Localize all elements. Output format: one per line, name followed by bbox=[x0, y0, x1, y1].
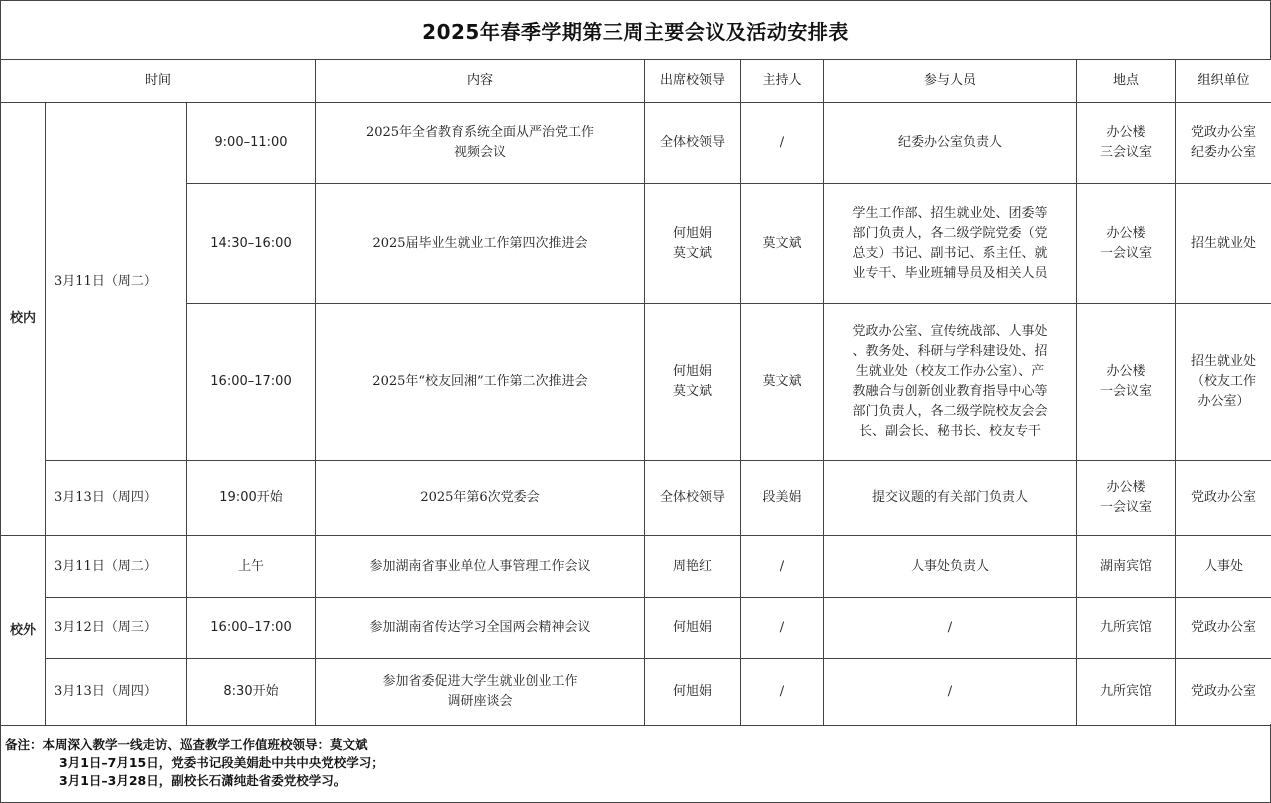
table-row bbox=[1, 461, 1271, 536]
leader-cell: 全体校领导 bbox=[645, 461, 741, 536]
org-cell: 招生就业处 bbox=[1176, 184, 1271, 304]
location-cell: 办公楼 一会议室 bbox=[1077, 461, 1176, 536]
participants-cell: 提交议题的有关部门负责人 bbox=[824, 461, 1077, 536]
host-cell: 莫文斌 bbox=[741, 184, 824, 304]
org-cell: 人事处 bbox=[1176, 536, 1271, 598]
table-row bbox=[1, 659, 1271, 726]
content-cell: 参加湖南省传达学习全国两会精神会议 bbox=[316, 598, 645, 659]
date-cell: 3月13日（周四） bbox=[46, 461, 187, 536]
time-cell: 14:30–16:00 bbox=[187, 184, 316, 304]
note-line: 3月1日–3月28日，副校长石潇纯赴省委党校学习。 bbox=[59, 773, 347, 788]
page-title: 2025年春季学期第三周主要会议及活动安排表 bbox=[0, 0, 1271, 60]
content-cell: 2025年第6次党委会 bbox=[316, 461, 645, 536]
host-cell: 莫文斌 bbox=[741, 304, 824, 461]
time-cell: 8:30开始 bbox=[187, 659, 316, 726]
header-row bbox=[1, 60, 1271, 103]
table-row bbox=[1, 598, 1271, 659]
host-cell: / bbox=[741, 659, 824, 726]
header-org: 组织单位 bbox=[1176, 60, 1271, 103]
time-cell: 19:00开始 bbox=[187, 461, 316, 536]
section-on-campus: 校内 bbox=[1, 103, 46, 536]
org-cell: 党政办公室 纪委办公室 bbox=[1176, 103, 1271, 184]
leader-cell: 何旭娟 莫文斌 bbox=[645, 304, 741, 461]
host-cell: 段美娟 bbox=[741, 461, 824, 536]
org-cell: 党政办公室 bbox=[1176, 659, 1271, 726]
participants-cell: 纪委办公室负责人 bbox=[824, 103, 1077, 184]
date-cell: 3月13日（周四） bbox=[46, 659, 187, 726]
date-cell: 3月11日（周二） bbox=[46, 103, 187, 461]
table-row bbox=[1, 103, 1271, 184]
leader-cell: 何旭娟 bbox=[645, 659, 741, 726]
time-cell: 9:00–11:00 bbox=[187, 103, 316, 184]
org-cell: 党政办公室 bbox=[1176, 461, 1271, 536]
table-row bbox=[1, 304, 1271, 461]
content-cell: 2025年全省教育系统全面从严治党工作 视频会议 bbox=[316, 103, 645, 184]
header-time: 时间 bbox=[1, 60, 316, 103]
time-cell: 16:00–17:00 bbox=[187, 304, 316, 461]
header-location: 地点 bbox=[1077, 60, 1176, 103]
table-row bbox=[1, 184, 1271, 304]
leader-cell: 何旭娟 莫文斌 bbox=[645, 184, 741, 304]
notes-section bbox=[0, 724, 1271, 803]
participants-cell: 党政办公室、宣传统战部、人事处 、教务处、科研与学科建设处、招 生就业处（校友工作办公室）、产 教融合与创新创业教育指导中心等 部门负责人，各二级学院校友会会 长、副会长、秘书长、校友专干 bbox=[824, 304, 1077, 461]
org-cell: 招生就业处 （校友工作 办公室） bbox=[1176, 304, 1271, 461]
leader-cell: 周艳红 bbox=[645, 536, 741, 598]
content-cell: 参加湖南省事业单位人事管理工作会议 bbox=[316, 536, 645, 598]
leader-cell: 何旭娟 bbox=[645, 598, 741, 659]
section-off-campus: 校外 bbox=[1, 536, 46, 726]
time-cell: 16:00–17:00 bbox=[187, 598, 316, 659]
host-cell: / bbox=[741, 536, 824, 598]
header-host: 主持人 bbox=[741, 60, 824, 103]
date-cell: 3月11日（周二） bbox=[46, 536, 187, 598]
host-cell: / bbox=[741, 598, 824, 659]
time-cell: 上午 bbox=[187, 536, 316, 598]
participants-cell: 学生工作部、招生就业处、团委等 部门负责人，各二级学院党委（党 总支）书记、副书记、系主任、就 业专干、毕业班辅导员及相关人员 bbox=[824, 184, 1077, 304]
location-cell: 办公楼 一会议室 bbox=[1077, 184, 1176, 304]
location-cell: 办公楼 一会议室 bbox=[1077, 304, 1176, 461]
content-cell: 2025届毕业生就业工作第四次推进会 bbox=[316, 184, 645, 304]
header-participants: 参与人员 bbox=[824, 60, 1077, 103]
date-cell: 3月12日（周三） bbox=[46, 598, 187, 659]
participants-cell: / bbox=[824, 659, 1077, 726]
header-leader: 出席校领导 bbox=[645, 60, 741, 103]
location-cell: 九所宾馆 bbox=[1077, 598, 1176, 659]
location-cell: 湖南宾馆 bbox=[1077, 536, 1176, 598]
org-cell: 党政办公室 bbox=[1176, 598, 1271, 659]
leader-cell: 全体校领导 bbox=[645, 103, 741, 184]
participants-cell: 人事处负责人 bbox=[824, 536, 1077, 598]
location-cell: 办公楼 三会议室 bbox=[1077, 103, 1176, 184]
note-line: 3月1日–7月15日，党委书记段美娟赴中共中央党校学习； bbox=[59, 755, 384, 770]
header-content: 内容 bbox=[316, 60, 645, 103]
location-cell: 九所宾馆 bbox=[1077, 659, 1176, 726]
content-cell: 2025年“校友回湘”工作第二次推进会 bbox=[316, 304, 645, 461]
participants-cell: / bbox=[824, 598, 1077, 659]
note-line: 备注：本周深入教学一线走访、巡查教学工作值班校领导：莫文斌 bbox=[5, 737, 368, 752]
host-cell: / bbox=[741, 103, 824, 184]
content-cell: 参加省委促进大学生就业创业工作 调研座谈会 bbox=[316, 659, 645, 726]
schedule-table bbox=[0, 59, 1271, 726]
table-row bbox=[1, 536, 1271, 598]
